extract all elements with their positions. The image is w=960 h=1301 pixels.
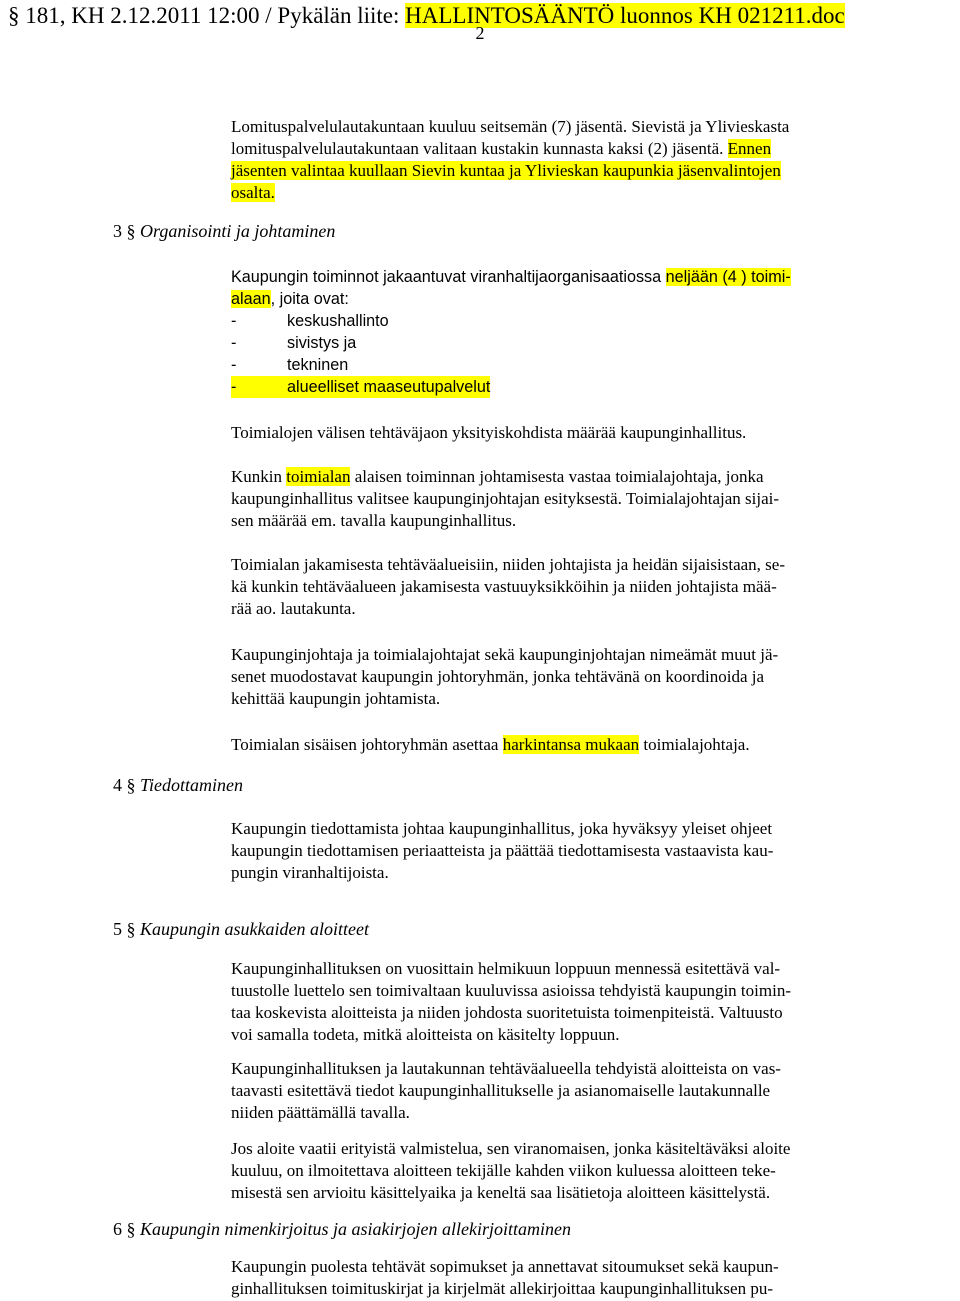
paragraph-line: sen määrää em. tavalla kaupunginhallitus.: [231, 511, 517, 530]
list-dash: -: [231, 356, 237, 374]
section-symbol: §: [126, 1219, 136, 1239]
section-title: Kaupungin asukkaiden aloitteet: [140, 919, 369, 939]
paragraph-line: Kaupunginjohtaja ja toimialajohtajat sekä kaupunginjohtajan nimeämät muut jä-: [231, 645, 779, 664]
paragraph-text: toimialajohtaja.: [639, 735, 750, 754]
paragraph-line: taavasti esitettävä tiedot kaupunginhallitukselle ja asianomaiselle lautakunnalle: [231, 1081, 771, 1100]
intro-text: lomituspalvelulautakuntaan valitaan kustakin kunnasta kaksi (2) jäsentä.: [231, 139, 728, 158]
list-item: [231, 332, 490, 354]
list-item-text: keskushallinto: [287, 312, 389, 330]
section-symbol: §: [126, 919, 136, 939]
section-number: 5: [113, 919, 122, 939]
header-filename-highlight: HALLINTOSÄÄNTÖ luonnos KH 021211.doc: [405, 3, 845, 28]
section-number: 4: [113, 775, 122, 795]
paragraph-highlight: neljään (4 ) toimi-: [665, 268, 791, 286]
toimiala-list: [231, 310, 490, 398]
paragraph-line: senet muodostavat kaupungin johtoryhmän, jonka tehtävänä on koordinoida ja: [231, 667, 765, 686]
section-3-paragraph: [231, 266, 863, 310]
paragraph-line: [231, 288, 863, 310]
paragraph-line: pungin viranhaltijoista.: [231, 863, 389, 882]
header-prefix: 181, KH 2.12.2011 12:00 / Pykälän liite:: [19, 3, 406, 28]
section-symbol: §: [8, 3, 20, 28]
list-dash: -: [231, 312, 237, 330]
section-title: Organisointi ja johtaminen: [140, 221, 336, 241]
paragraph-text: Kaupungin toiminnot jakaantuvat viranhaltijaorganisaatiossa: [231, 268, 666, 286]
paragraph-line: Kaupunginhallituksen ja lautakunnan tehtäväalueella tehdyistä aloitteista on vas-: [231, 1059, 781, 1078]
list-item: [231, 354, 490, 376]
section-5-heading: [113, 918, 369, 940]
section-number: 6: [113, 1219, 122, 1239]
paragraph-line: Kaupungin puolesta tehtävät sopimukset ja annettavat sitoumukset sekä kaupun-: [231, 1257, 779, 1276]
intro-line: [231, 138, 871, 160]
paragraph-text: Kunkin: [231, 467, 287, 486]
paragraph-line: misestä sen arvioitu käsittelyaika ja keneltä saa lisätietoja aloitteen käsittelystä.: [231, 1183, 771, 1202]
intro-highlight: osalta.: [231, 183, 275, 202]
paragraph-text: , joita ovat:: [270, 290, 349, 308]
paragraph-highlight: alaan: [231, 290, 271, 308]
list-item: [231, 376, 490, 398]
paragraph-line: niiden päättämällä tavalla.: [231, 1103, 410, 1122]
list-item-text: sivistys ja: [287, 334, 357, 352]
list-item-text: alueelliset maaseutupalvelut: [287, 378, 491, 396]
section-3-paragraph: [231, 466, 863, 532]
paragraph-line: tuustolle luettelo sen toimivaltaan kuuluvissa asioissa tehdyistä kaupungin toimin-: [231, 981, 791, 1000]
intro-line: [231, 160, 871, 182]
section-3-paragraph: [231, 554, 863, 620]
section-4-heading: [113, 774, 243, 796]
page-number: 2: [475, 23, 485, 43]
list-item: [231, 310, 490, 332]
section-3-paragraph: [231, 734, 863, 756]
paragraph-line: taa koskevista aloitteista ja niiden johdosta suoritetuista toimenpiteistä. Valtuusto: [231, 1003, 783, 1022]
paragraph-line: kuuluu, on ilmoitettava aloitteen tekijälle kahden viikon kuluessa aloitteen teke-: [231, 1161, 776, 1180]
section-3-paragraph: [231, 644, 863, 710]
paragraph-line: Kaupungin tiedottamista johtaa kaupunginhallitus, joka hyväksyy yleiset ohjeet: [231, 819, 773, 838]
paragraph-text: alaisen toiminnan johtamisesta vastaa toimialajohtaja, jonka: [350, 467, 764, 486]
section-number: 3: [113, 221, 122, 241]
paragraph-line: kaupungin tiedottamisen periaatteista ja päättää tiedottamisesta vastaavista kau-: [231, 841, 774, 860]
paragraph-line: kaupunginhallitus valitsee kaupunginjohtajan esityksestä. Toimialajohtajan sijai-: [231, 489, 780, 508]
paragraph-line: ginhallituksen toimituskirjat ja kirjelmät allekirjoittaa kaupunginhallituksen pu-: [231, 1279, 773, 1298]
paragraph-line: Kaupunginhallituksen on vuosittain helmikuun loppuun mennessä esitettävä val-: [231, 959, 781, 978]
section-5-paragraph: [231, 1138, 863, 1204]
section-title: Tiedottaminen: [140, 775, 243, 795]
paragraph-line: [231, 734, 863, 756]
paragraph-line: [231, 466, 863, 488]
paragraph-line: Toimialan jakamisesta tehtäväalueisiin, niiden johtajista ja heidän sijaisistaan, se-: [231, 555, 785, 574]
intro-highlight: Ennen: [727, 139, 772, 158]
section-5-paragraph: [231, 958, 863, 1046]
paragraph-line: kä kunkin tehtäväalueen jakamisesta vastuuyksikköihin ja niiden johtajista mää-: [231, 577, 777, 596]
paragraph-highlight: harkintansa mukaan: [502, 735, 640, 754]
paragraph-line: [231, 266, 863, 288]
list-dash: -: [231, 334, 237, 352]
section-6-paragraph: [231, 1256, 863, 1300]
intro-highlight: jäsenten valintaa kuullaan Sievin kuntaa ja Ylivieskan kaupunkia jäsenvalintojen: [231, 161, 781, 180]
intro-line: Lomituspalvelulautakuntaan kuuluu seitsemän (7) jäsentä. Sievistä ja Ylivieskasta: [231, 117, 790, 136]
paragraph-highlight: toimialan: [286, 467, 351, 486]
paragraph-line: rää ao. lautakunta.: [231, 599, 356, 618]
section-symbol: §: [126, 775, 136, 795]
section-symbol: §: [126, 221, 136, 241]
intro-paragraph: [231, 116, 871, 204]
section-title: Kaupungin nimenkirjoitus ja asiakirjojen allekirjoittaminen: [140, 1219, 571, 1239]
paragraph-line: kehittää kaupungin johtamista.: [231, 689, 441, 708]
section-6-heading: [113, 1218, 571, 1240]
section-4-paragraph: [231, 818, 863, 884]
paragraph-line: voi samalla todeta, mitkä aloitteista on käsitelty loppuun.: [231, 1025, 620, 1044]
section-3-paragraph: [231, 422, 863, 444]
paragraph-line: Jos aloite vaatii erityistä valmistelua, sen viranomaisen, jonka käsiteltäväksi aloite: [231, 1139, 791, 1158]
section-3-heading: [113, 220, 335, 242]
list-dash: -: [231, 378, 237, 396]
intro-line: [231, 182, 871, 204]
section-5-paragraph: [231, 1058, 863, 1124]
list-item-text: tekninen: [287, 356, 349, 374]
paragraph-line: Toimialojen välisen tehtäväjaon yksityiskohdista määrää kaupunginhallitus.: [231, 423, 747, 442]
paragraph-text: Toimialan sisäisen johtoryhmän asettaa: [231, 735, 503, 754]
